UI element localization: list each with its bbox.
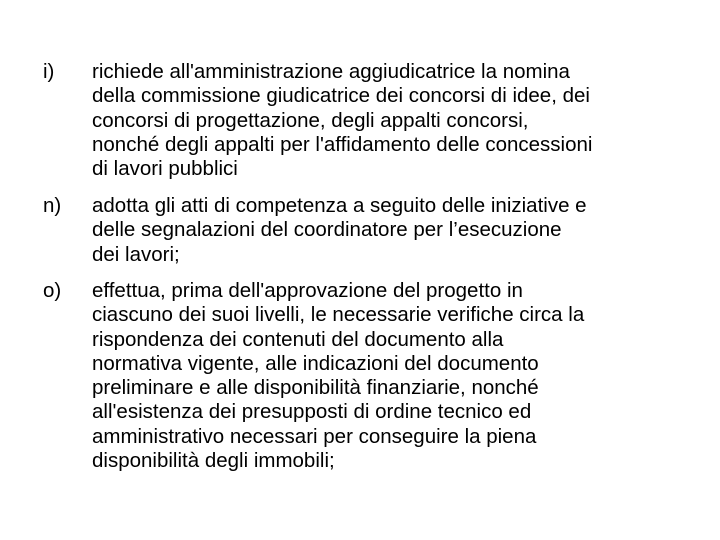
text-line: delle segnalazioni del coordinatore per l’esecuzione xyxy=(92,218,562,242)
text-line: richiede all'amministrazione aggiudicatrice la nomina xyxy=(92,60,570,83)
text-line: dei lavori; xyxy=(92,242,180,266)
text-line: disponibilità degli immobili; xyxy=(92,449,335,473)
list-item-text xyxy=(92,279,698,473)
text-line: rispondenza dei contenuti del documento alla xyxy=(92,327,504,351)
text-line: normativa vigente, alle indicazioni del documento xyxy=(92,351,539,375)
list-item-text xyxy=(92,60,698,181)
text-line: adotta gli atti di competenza a seguito delle iniziative e xyxy=(92,194,587,217)
text-line: concorsi di progettazione, degli appalti concorsi, xyxy=(92,108,529,132)
text-line: preliminare e alle disponibilità finanziarie, nonché xyxy=(92,376,539,400)
text-line: nonché degli appalti per l'affidamento delle concessioni xyxy=(92,132,593,156)
list-marker: i) xyxy=(43,60,55,83)
text-line: all'esistenza dei presupposti di ordine tecnico ed xyxy=(92,400,532,424)
list-marker: n) xyxy=(43,194,62,217)
list-item-text xyxy=(92,194,698,267)
text-line: effettua, prima dell'approvazione del progetto in xyxy=(92,279,523,302)
list-marker: o) xyxy=(43,279,62,302)
text-line: di lavori pubblici xyxy=(92,157,238,181)
text-line: della commissione giudicatrice dei concorsi di idee, dei xyxy=(92,84,590,108)
text-line: ciascuno dei suoi livelli, le necessarie verifiche circa la xyxy=(92,303,585,327)
text-line: amministrativo necessari per conseguire la piena xyxy=(92,424,537,448)
